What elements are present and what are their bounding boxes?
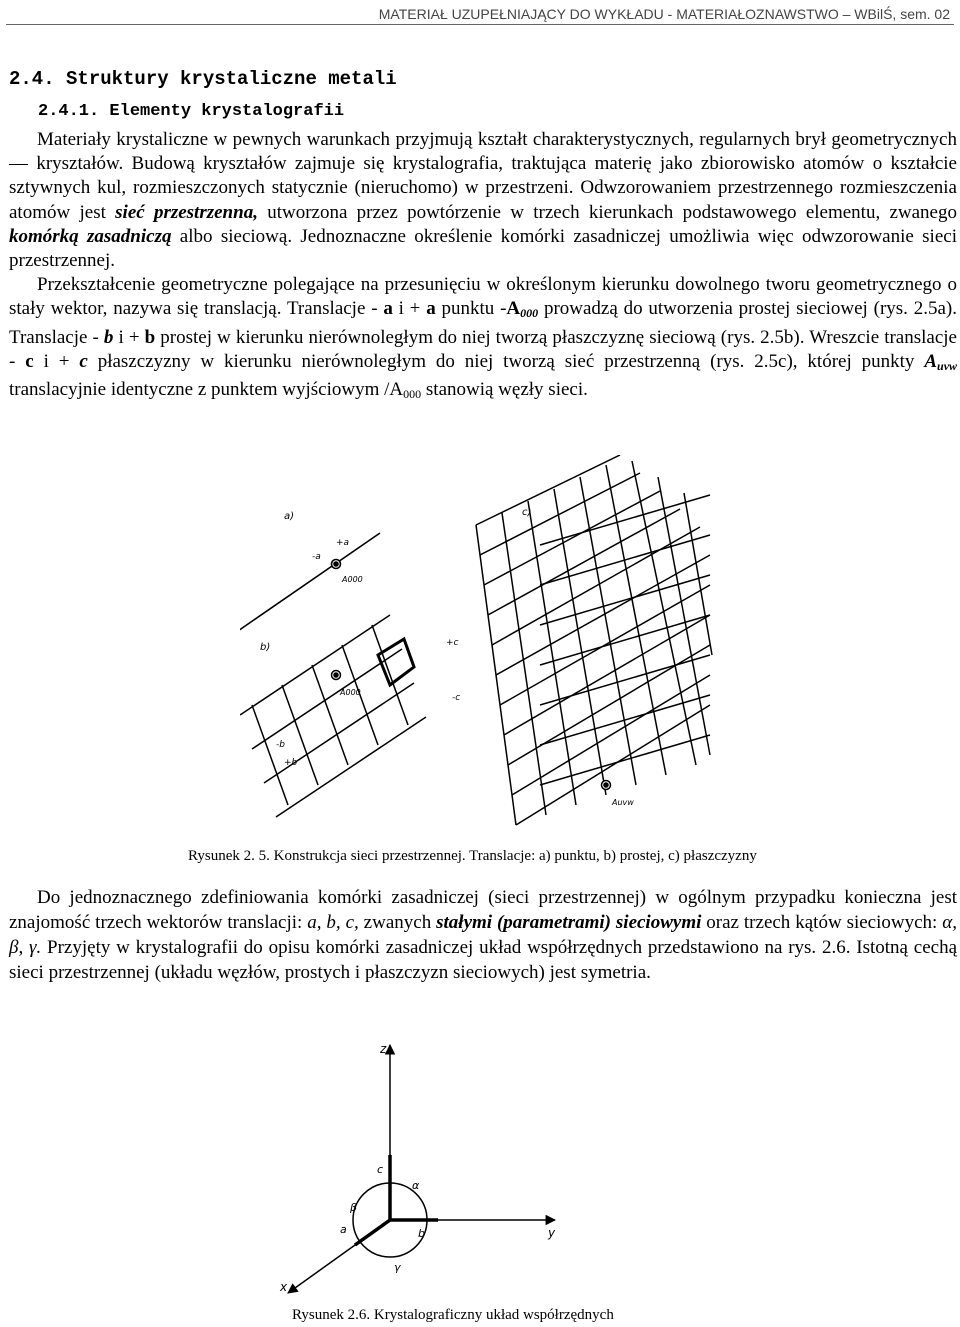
label-alpha: α [412,1179,420,1192]
text-run: i + [33,350,80,372]
text-run: punktu - [435,298,507,320]
vector-a: a [383,298,393,320]
figure-coordinate-system [270,1035,590,1310]
text-run: utworzona przez powtórzenie w trzech kierunkach podstawowego elementu, zwanego [257,201,957,223]
text-run: Przyjęty w krystalografii do opisu komórki zasadniczej układ współrzędnych przedstawiono na rys. 2.6. Istotną cechą sieci przestrzennej (układu węzłów, prostych i płaszczyzn sieciowych) jest symetria. [9,937,957,983]
label-A000-a: A000 [342,575,363,584]
subscript: 000 [403,387,422,402]
text-run: oraz trzech kątów sieciowych: [701,912,943,933]
label-b: b) [260,642,271,653]
text-run: translacyjnie identyczne z punktem wyjściowym /A [9,379,404,401]
label-minus-c: -c [452,693,461,703]
paragraph-lattice-parameters [9,885,957,985]
label-z: z [380,1042,387,1056]
subsection-title: Elementy krystalografii [109,102,345,121]
subscript: uvw [937,358,958,373]
text-run: stanowią węzły sieci. [421,379,588,401]
header-text: MATERIAŁ UZUPEŁNIAJĄCY DO WYKŁADU - MATERIAŁOZNAWSTWO – WBilŚ, sem. 02 [378,6,950,22]
paragraph-intro [9,128,957,406]
section-title: Struktury krystaliczne metali [66,68,397,90]
text-run: płaszczyzny w kierunku nierównoległym do niej tworzą sieć przestrzenną (rys. 2.5c), której punkty [87,350,925,372]
vector-b: b [144,326,156,348]
text-run: prostej w kierunku nierównoległym do niej tworzą płaszczyznę sieciową (rys. 2.5b). Wreszcie translacje - [9,326,957,372]
label-x: x [280,1280,288,1294]
figure-caption: Rysunek 2. 5. Konstrukcja sieci przestrzennej. Translacje: a) punktu, b) prostej, c) płaszczyzny [188,848,757,864]
text-run: prowadzą do utworzenia prostej sieciowej (rys. 2.5a). Translacje - [9,298,957,348]
label-b: b [418,1227,425,1240]
subsection-number: 2.4.1. [38,102,100,121]
term-siec-przestrzenna: sieć przestrzenna, [115,201,258,223]
text-run: Materiały krystaliczne w pewnych warunkach przyjmują kształt charakterystycznych, regularnych brył geometrycznych [37,129,957,150]
subsection-heading [38,102,344,121]
label-a: a) [284,511,295,522]
text-run: zwanych [358,912,437,933]
label-plus-a: +a [336,538,350,548]
label-minus-b: -b [276,740,285,750]
label-Auvw: Auvw [612,798,634,807]
text-run: albo sieciową. Jednoznaczne określenie komórki zasadniczej umożliwia więc odwzorowanie sieci przestrzennej. [9,225,957,272]
axes [288,1045,555,1293]
text-run: i + [392,298,427,320]
point-a: A [924,350,938,372]
text-run: — [9,153,28,175]
term-komorka-zasadnicza: komórką zasadniczą [9,225,172,247]
vector-c: c [79,350,88,372]
label-y: y [548,1226,556,1240]
section-number: 2.4. [9,68,55,90]
label-minus-a: -a [312,552,321,562]
figure-lattice-construction [240,455,760,845]
header-divider [6,24,954,25]
label-c: c [377,1163,384,1176]
lattice-space-c [476,455,712,825]
text-run: Przekształcenie geometryczne polegające na przesunięciu w określonym kierunku dowolnego tworu geometrycznego o stały wektor, nazywa się translacją. Translacje - [9,274,957,320]
figure-caption: Rysunek 2.6. Krystalograficzny układ współrzędnych [292,1307,614,1323]
label-a: a [340,1223,347,1236]
label-gamma: γ [394,1261,401,1274]
section-heading [9,68,397,90]
vector-c: c [25,350,34,372]
label-plus-b: +b [284,758,298,768]
term-stale-sieciowe: stałymi (parametrami) sieciowymi [436,912,702,933]
text-run: kryształów. Budową kryształów zajmuje się krystalografia, traktująca materię jako zbiorowisko atomów o kształcie sztywnych kul, rozmieszczonych statycznie (nieruchomo) w przestrzeni. Odwzorowaniem przestrzennego rozmieszczenia atomów jest [9,153,957,223]
label-c: c) [522,507,532,518]
text-run: Do jednoznacznego zdefiniowania komórki zasadniczej (sieci przestrzennej) w ogólnym przypadku konieczna jest znajomość trzech wektorów translacji: [9,887,957,933]
vector-a: a [426,298,436,320]
vector-b: b [103,326,114,348]
label-plus-c: +c [446,638,459,648]
page-header [0,0,950,32]
subscript: 000 [520,306,539,321]
label-beta: β [350,1201,358,1214]
text-run: i + [113,326,145,348]
label-A000-b: A000 [340,688,361,697]
vector-list: a, b, c, [307,912,359,933]
angle-list: α, β, γ. [9,912,957,958]
point-a: A [506,298,521,320]
